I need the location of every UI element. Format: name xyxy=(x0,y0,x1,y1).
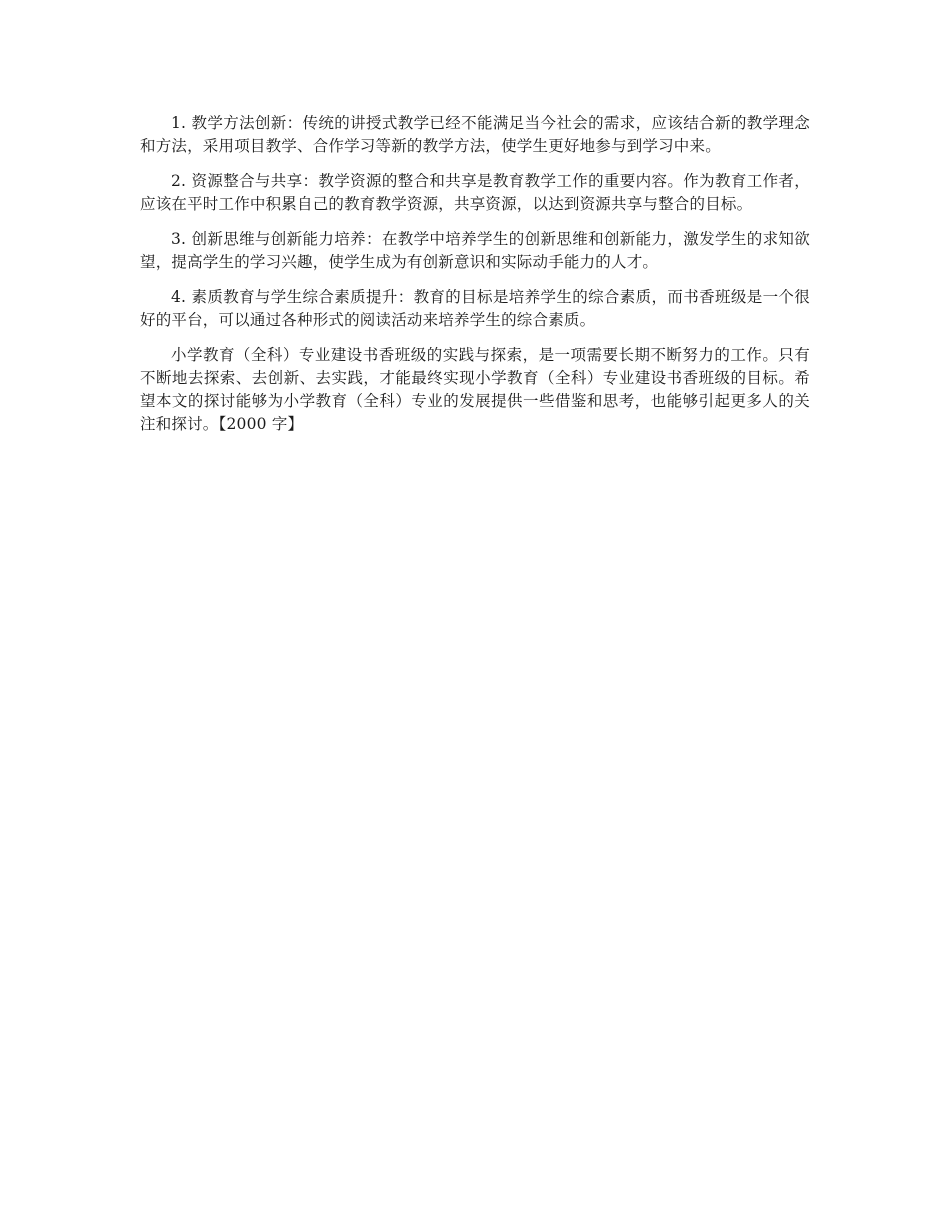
paragraph-resource-integration-sharing: 2. 资源整合与共享：教学资源的整合和共享是教育教学工作的重要内容。作为教育工作者，应该在平时工作中积累自己的教育教学资源，共享资源，以达到资源共享与整合的目标。 xyxy=(140,172,810,213)
paragraph-quality-education: 4. 素质教育与学生综合素质提升：教育的目标是培养学生的综合素质，而书香班级是一个很好的平台，可以通过各种形式的阅读活动来培养学生的综合素质。 xyxy=(140,288,810,329)
paragraph-innovative-thinking-ability: 3. 创新思维与创新能力培养：在教学中培养学生的创新思维和创新能力，激发学生的求知欲望，提高学生的学习兴趣，使学生成为有创新意识和实际动手能力的人才。 xyxy=(140,230,810,271)
document-body xyxy=(140,112,810,448)
paragraph-teaching-method-innovation: 1. 教学方法创新：传统的讲授式教学已经不能满足当今社会的需求，应该结合新的教学理念和方法，采用项目教学、合作学习等新的教学方法，使学生更好地参与到学习中来。 xyxy=(140,114,810,155)
paragraph-conclusion: 小学教育（全科）专业建设书香班级的实践与探索，是一项需要长期不断努力的工作。只有不断地去探索、去创新、去实践，才能最终实现小学教育（全科）专业建设书香班级的目标。希望本文的探讨能够为小学教育（全科）专业的发展提供一些借鉴和思考，也能够引起更多人的关注和探讨。【2000 字】 xyxy=(140,346,810,433)
